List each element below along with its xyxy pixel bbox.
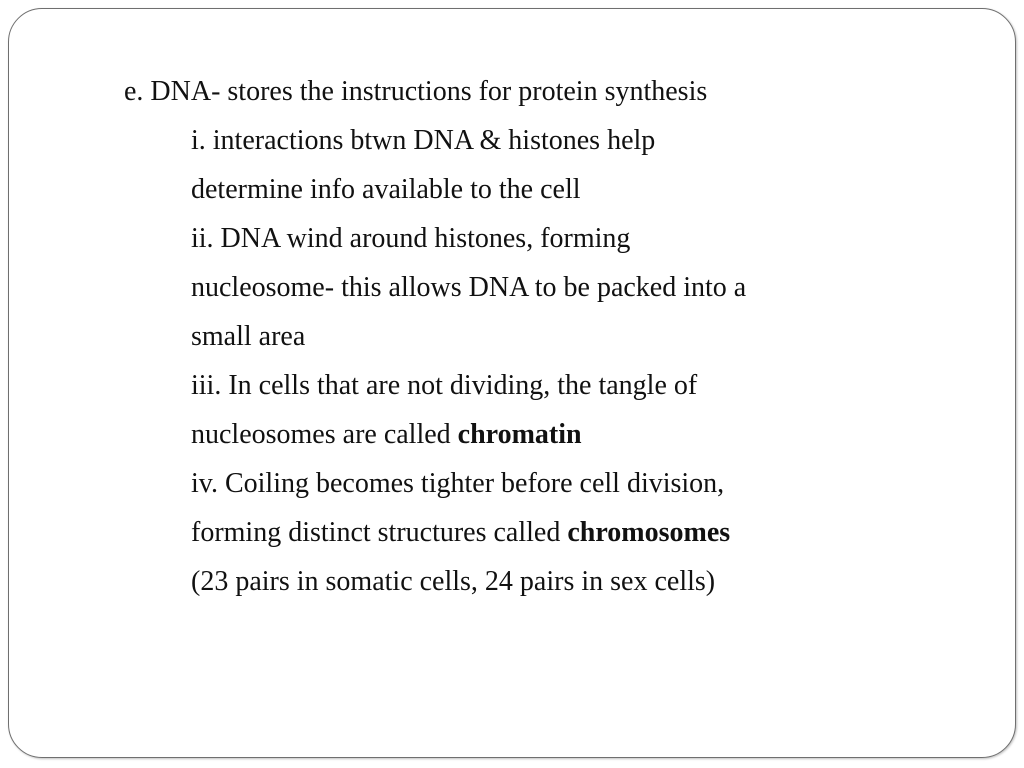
point-iii-line-2 bbox=[191, 410, 926, 459]
point-iii bbox=[191, 361, 926, 459]
point-iii-line-2-text: nucleosomes are called bbox=[191, 419, 458, 450]
point-iv-line-1: iv. Coiling becomes tighter before cell division, bbox=[191, 468, 725, 499]
point-iv-line-3: (23 pairs in somatic cells, 24 pairs in sex cells) bbox=[191, 566, 716, 597]
point-e-text: e. DNA- stores the instructions for protein synthesis bbox=[124, 76, 708, 107]
point-i bbox=[191, 116, 926, 214]
point-iv-line-2 bbox=[191, 508, 926, 557]
point-iv bbox=[191, 459, 926, 606]
term-chromatin: chromatin bbox=[457, 419, 582, 450]
point-ii-line-2: nucleosome- this allows DNA to be packed into a bbox=[191, 272, 747, 303]
slide-content bbox=[124, 67, 924, 606]
slide-frame bbox=[8, 8, 1016, 758]
point-ii bbox=[191, 214, 926, 361]
term-chromosomes: chromosomes bbox=[567, 517, 731, 548]
point-iv-line-2-text: forming distinct structures called bbox=[191, 517, 568, 548]
point-e bbox=[124, 67, 924, 116]
point-ii-line-3: small area bbox=[191, 321, 306, 352]
point-ii-line-1: ii. DNA wind around histones, forming bbox=[191, 223, 631, 254]
point-iii-line-1: iii. In cells that are not dividing, the tangle of bbox=[191, 370, 698, 401]
point-i-line-1: i. interactions btwn DNA & histones help bbox=[191, 125, 656, 156]
point-i-line-2: determine info available to the cell bbox=[191, 174, 581, 205]
